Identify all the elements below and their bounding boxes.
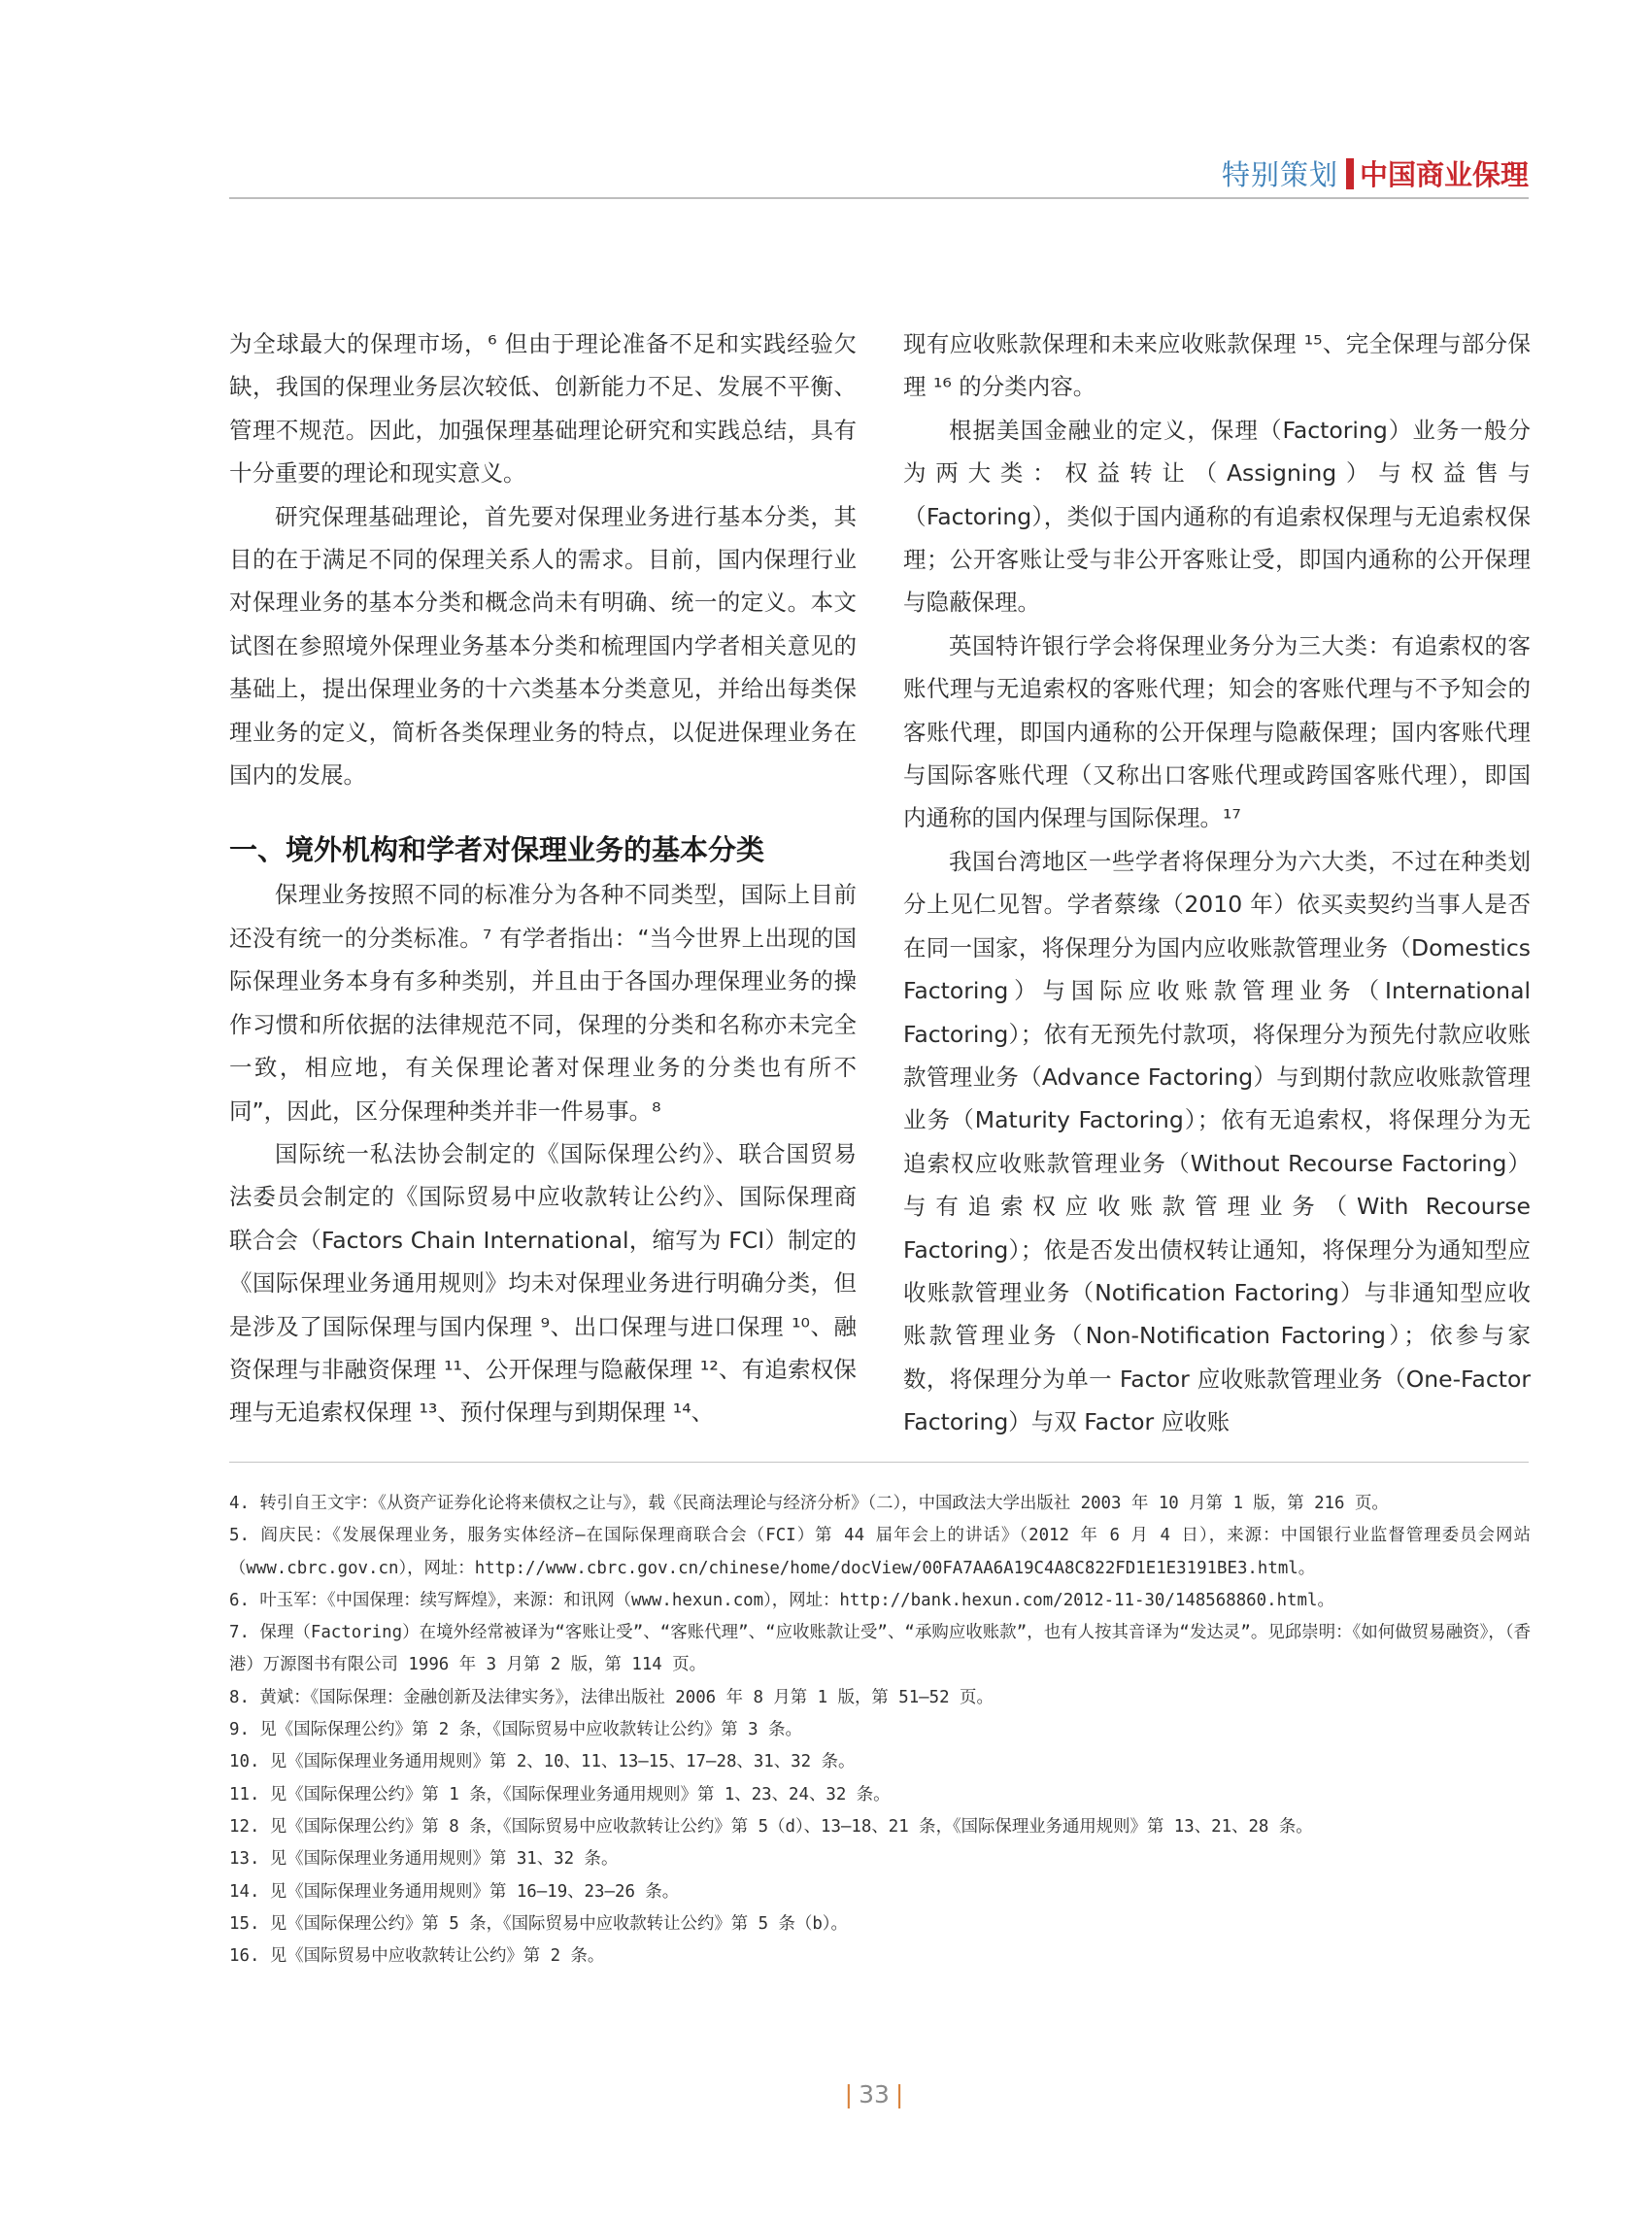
- footnote: 16. 见《国际贸易中应收款转让公约》第 2 条。: [229, 1946, 605, 1967]
- body-paragraph: 研究保理基础理论，首先要对保理业务进行基本分类，其目的在于满足不同的保理关系人的需求。目前，国内保理行业对保理业务的基本分类和概念尚未有明确、统一的定义。本文试图在参照境外保理业务基本分类和梳理国内学者相关意见的基础上，提出保理业务的十六类基本分类意见，并给出每类保理业务的定义，简析各类保理业务的特点，以促进保理业务在国内的发展。: [229, 502, 857, 790]
- footnote: 7. 保理（Factoring）在境外经常被译为“客账让受”、“客账代理”、“应收账款让受”、“承购应收账款”，也有人按其音译为“发达灵”。见邱崇明：《如何做贸易融资》，（香港）万源图书有限公司 1996 年 3 月第 2 版，第 114 页。: [229, 1623, 1531, 1675]
- header-rule: [229, 197, 1529, 199]
- footnote: 6. 叶玉军：《中国保理：续写辉煌》，来源：和讯网（www.hexun.com），网址：http://bank.hexun.com/2012-11-30/148568860.html。: [229, 1590, 1334, 1610]
- page-number-right-mark: |: [894, 2080, 904, 2108]
- footnote-rule: [229, 1462, 1529, 1463]
- left-column: [229, 322, 857, 1434]
- footnote: 8. 黄斌：《国际保理：金融创新及法律实务》，法律出版社 2006 年 8 月第 1 版，第 51—52 页。: [229, 1687, 994, 1707]
- body-paragraph: 为全球最大的保理市场，⁶ 但由于理论准备不足和实践经验欠缺，我国的保理业务层次较低、创新能力不足、发展不平衡、管理不规范。因此，加强保理基础理论研究和实践总结，具有十分重要的理论和现实意义。: [229, 330, 857, 488]
- page-number-value: 33: [859, 2080, 890, 2108]
- footnote: 4. 转引自王文宇：《从资产证券化论将来债权之让与》，载《民商法理论与经济分析》（二），中国政法大学出版社 2003 年 10 月第 1 版，第 216 页。: [229, 1494, 1389, 1513]
- section-heading: 一、境外机构和学者对保理业务的基本分类: [229, 833, 765, 867]
- header-section: 特别策划: [1221, 158, 1338, 191]
- body-paragraph: 国际统一私法协会制定的《国际保理公约》、联合国贸易法委员会制定的《国际贸易中应收款转让公约》、国际保理商联合会（Factors Chain International，缩写为 FCI）制定的《国际保理业务通用规则》均未对保理业务进行明确分类，但是涉及了国际保理与国内保理 ⁹、出口保理与进口保理 ¹⁰、融资保理与非融资保理 ¹¹、公开保理与隐蔽保理 ¹²、有追索权保理与无追索权保理 ¹³、预付保理与到期保理 ¹⁴、: [229, 1139, 857, 1427]
- body-paragraph: 保理业务按照不同的标准分为各种不同类型，国际上目前还没有统一的分类标准。⁷ 有学者指出：“当今世界上出现的国际保理业务本身有多种类别，并且由于各国办理保理业务的操作习惯和所依据的法律规范不同，保理的分类和名称亦未完全一致，相应地，有关保理论著对保理业务的分类也有所不同”，因此，区分保理种类并非一件易事。⁸: [229, 881, 857, 1125]
- right-column: [903, 322, 1531, 1444]
- running-header: [229, 153, 1529, 196]
- header-divider-bar: [1346, 158, 1354, 189]
- body-paragraph: 我国台湾地区一些学者将保理分为六大类，不过在种类划分上见仁见智。学者蔡缘（2010 年）依买卖契约当事人是否在同一国家，将保理分为国内应收账款管理业务（Domestics Factoring）与国际应收账款管理业务（International Factoring）；依有无预先付款项，将保理分为预先付款应收账款管理业务（Advance Factoring）与到期付款应收账款管理业务（Maturity Factoring）；依有无追索权，将保理分为无追索权应收账款管理业务（Without Recourse Factoring）与有追索权应收账款管理业务（With Recourse Factoring）；依是否发出债权转让通知，将保理分为通知型应收账款管理业务（Notification Factoring）与非通知型应收账款管理业务（Non-Notification Factoring）；依参与家数，将保理分为单一 Factor 应收账款管理业务（One-Factor Factoring）与双 Factor 应收账: [903, 847, 1531, 1436]
- header-column-title: 中国商业保理: [1359, 158, 1529, 191]
- body-paragraph: 现有应收账款保理和未来应收账款保理 ¹⁵、完全保理与部分保理 ¹⁶ 的分类内容。: [903, 330, 1531, 401]
- footnotes: [229, 1488, 1531, 1973]
- body-paragraph: 根据美国金融业的定义，保理（Factoring）业务一般分为两大类：权益转让（Assigning）与权益售与（Factoring），类似于国内通称的有追索权保理与无追索权保理；公开客账让受与非公开客账让受，即国内通称的公开保理与隐蔽保理。: [903, 416, 1531, 617]
- footnote: 5. 阎庆民：《发展保理业务，服务实体经济—在国际保理商联合会（FCI）第 44 届年会上的讲话》（2012 年 6 月 4 日），来源：中国银行业监督管理委员会网站（www.cbrc.gov.cn），网址：http://www.cbrc.gov.cn/chinese/home/docView/00FA7AA6A19C4A8C822FD1E1E3191BE3.html。: [229, 1526, 1531, 1578]
- body-paragraph: 英国特许银行学会将保理业务分为三大类：有追索权的客账代理与无追索权的客账代理；知会的客账代理与不予知会的客账代理，即国内通称的公开保理与隐蔽保理；国内客账代理与国际客账代理（又称出口客账代理或跨国客账代理），即国内通称的国内保理与国际保理。¹⁷: [903, 631, 1531, 832]
- footnote: 13. 见《国际保理业务通用规则》第 31、32 条。: [229, 1849, 619, 1870]
- footnote: 12. 见《国际保理公约》第 8 条，《国际贸易中应收款转让公约》第 5（d）、13—18、21 条，《国际保理业务通用规则》第 13、21、28 条。: [229, 1816, 1313, 1837]
- page-number: [777, 2080, 971, 2108]
- footnote: 11. 见《国际保理公约》第 1 条，《国际保理业务通用规则》第 1、23、24、32 条。: [229, 1784, 891, 1804]
- footnote: 10. 见《国际保理业务通用规则》第 2、10、11、13—15、17—28、31、32 条。: [229, 1752, 856, 1772]
- footnote: 15. 见《国际保理公约》第 5 条，《国际贸易中应收款转让公约》第 5 条（b）。: [229, 1913, 848, 1934]
- footnote: 9. 见《国际保理公约》第 2 条，《国际贸易中应收款转让公约》第 3 条。: [229, 1720, 802, 1740]
- page-number-left-mark: |: [844, 2080, 854, 2108]
- footnote: 14. 见《国际保理业务通用规则》第 16—19、23—26 条。: [229, 1881, 680, 1902]
